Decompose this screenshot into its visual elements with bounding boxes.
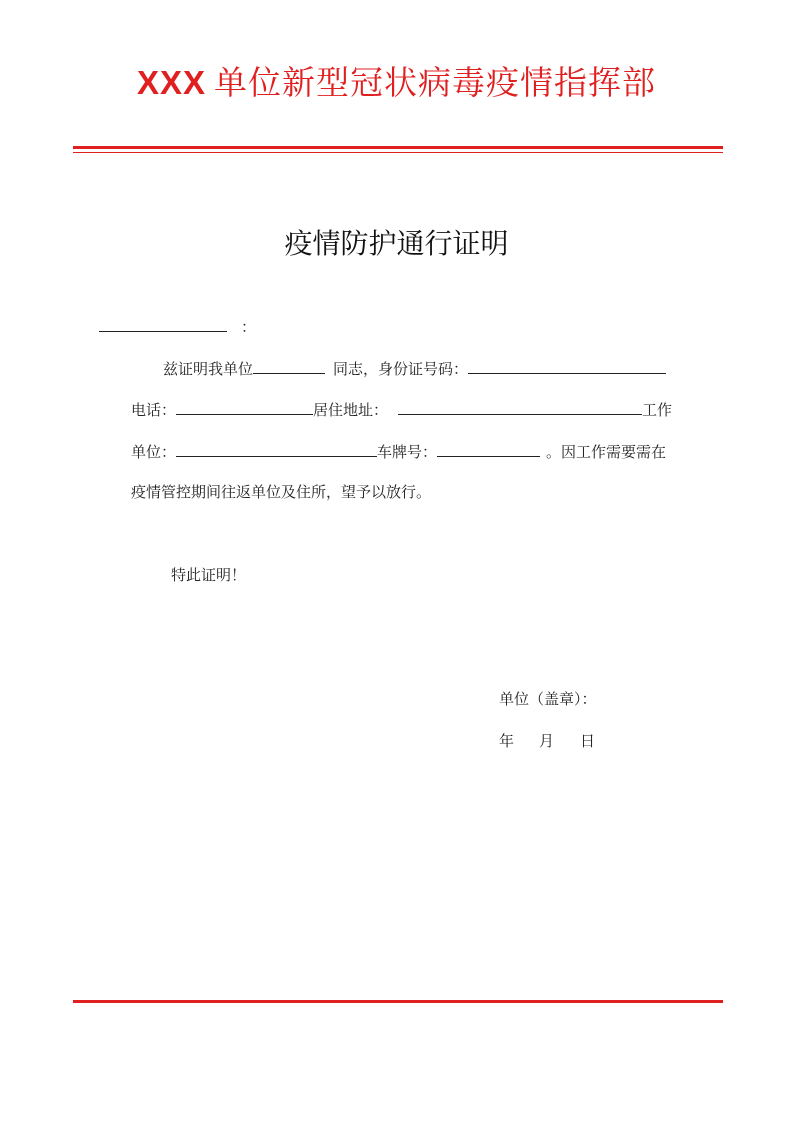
work-unit-label: 单位： [131, 443, 177, 461]
body-line-1 [163, 356, 666, 380]
date-day: 日 [580, 732, 596, 750]
date-month: 月 [539, 732, 555, 750]
plate-number-blank[interactable] [437, 439, 540, 457]
address-label: 居住地址： [313, 401, 389, 419]
work-unit-blank[interactable] [176, 439, 377, 457]
org-name-placeholder: XXX [136, 64, 207, 101]
work-label-start: 工作 [642, 401, 673, 419]
salutation-colon: ： [241, 318, 257, 336]
phone-blank[interactable] [176, 397, 313, 415]
certify-prefix: 兹证明我单位 [163, 360, 254, 378]
plate-label: 车牌号： [377, 443, 438, 461]
body-line-2 [131, 397, 672, 421]
closing-statement: 特此证明！ [171, 566, 247, 584]
header-divider-thin [73, 152, 723, 153]
reason-text: 。因工作需要需在 [546, 443, 667, 461]
comrade-id-label: 同志，身份证号码： [333, 360, 469, 378]
name-blank[interactable] [253, 356, 325, 374]
body-line-4: 疫情管控期间往返单位及住所，望予以放行。 [131, 483, 432, 501]
body-line-3 [131, 439, 666, 463]
header-divider-thick [73, 146, 723, 149]
org-title-text: 单位新型冠状病毒疫情指挥部 [214, 63, 657, 102]
address-blank[interactable] [398, 397, 642, 415]
date-year: 年 [499, 732, 515, 750]
signature-unit-label: 单位（盖章）： [499, 690, 597, 708]
recipient-blank[interactable] [99, 314, 227, 332]
id-number-blank[interactable] [468, 356, 666, 374]
issuing-authority-title [0, 58, 793, 108]
salutation-line [99, 314, 256, 338]
footer-divider [73, 1000, 723, 1003]
document-title: 疫情防护通行证明 [284, 227, 509, 260]
signature-date [499, 730, 595, 752]
phone-label: 电话： [131, 401, 177, 419]
